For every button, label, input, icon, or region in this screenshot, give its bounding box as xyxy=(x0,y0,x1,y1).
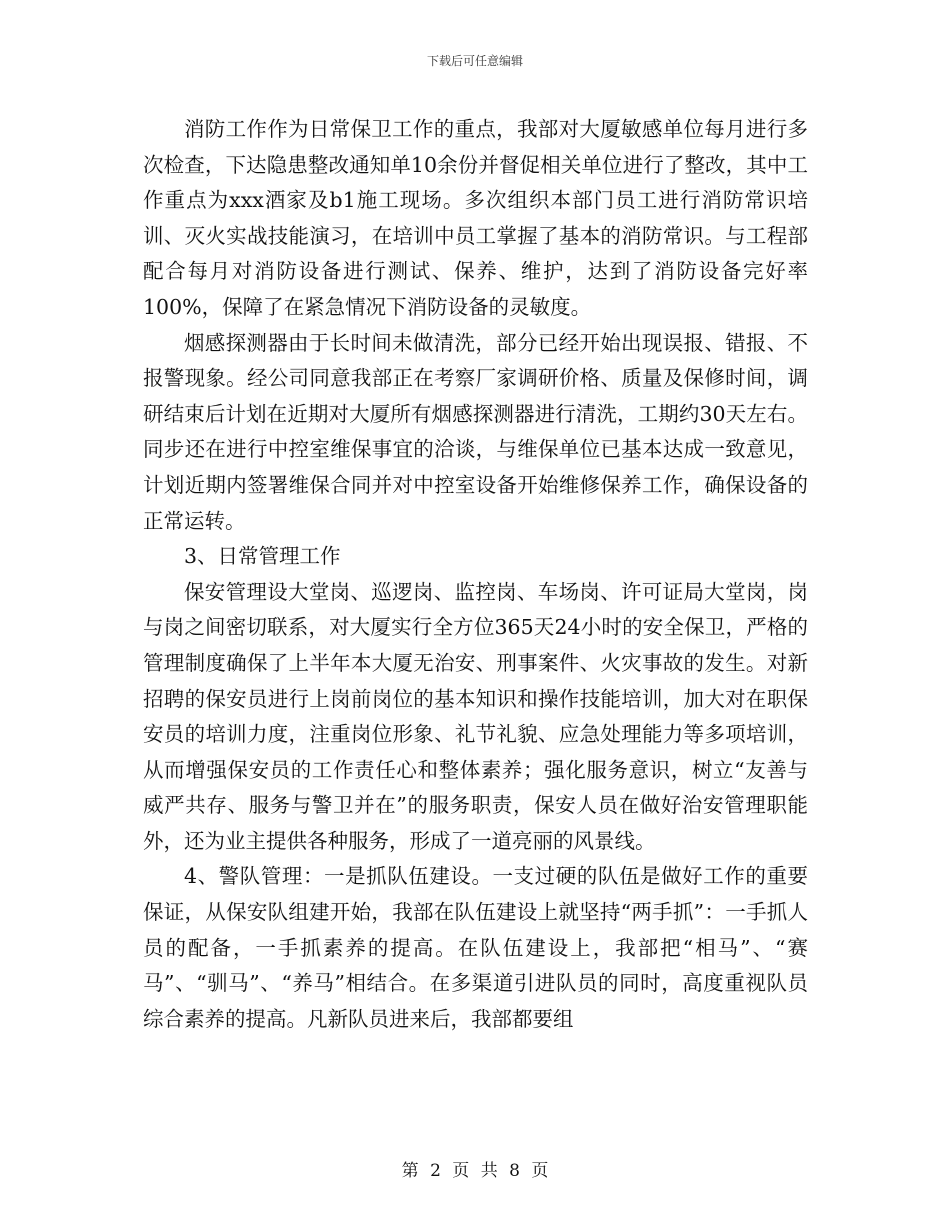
page-footer: 第 2 页 共 8 页 xyxy=(401,1161,549,1181)
paragraph-fire-safety: 消防工作作为日常保卫工作的重点，我部对大厦敏感单位每月进行多次检查，下达隐患整改通知单10余份并督促相关单位进行了整改，其中工作重点为xxx酒家及b1施工现场。多次组织本部门员工进行消防常识培训、灭火实战技能演习，在培训中员工掌握了基本的消防常识。与工程部配合每月对消防设备进行测试、保养、维护，达到了消防设备完好率100%，保障了在紧急情况下消防设备的灵敏度。 xyxy=(143,117,808,319)
body-text xyxy=(143,112,808,1037)
paragraph-team-management: 4、警队管理：一是抓队伍建设。一支过硬的队伍是做好工作的重要保证，从保安队组建开始，我部在队伍建设上就坚持“两手抓”：一手抓人员的配备，一手抓素养的提高。在队伍建设上，我部把“相马”、“赛马”、“驯马”、“养马”相结合。在多渠道引进队员的同时，高度重视队员综合素养的提高。凡新队员进来后，我部都要组 xyxy=(143,864,808,1031)
section-heading-daily-management: 3、日常管理工作 xyxy=(184,544,341,569)
paragraph-smoke-detectors: 烟感探测器由于长时间未做清洗，部分已经开始出现误报、错报、不报警现象。经公司同意我部正在考察厂家调研价格、质量及保修时间，调研结束后计划在近期对大厦所有烟感探测器进行清洗，工期约30天左右。同步还在进行中控室维保事宜的洽谈，与维保单位已基本达成一致意见，计划近期内签署维保合同并对中控室设备开始维修保养工作，确保设备的正常运转。 xyxy=(143,330,808,533)
paragraph-security-management: 保安管理设大堂岗、巡逻岗、监控岗、车场岗、许可证局大堂岗，岗与岗之间密切联系，对大厦实行全方位365天24小时的安全保卫，严格的管理制度确保了上半年本大厦无治安、刑事案件、火灾事故的发生。对新招聘的保安员进行上岗前岗位的基本知识和操作技能培训，加大对在职保安员的培训力度，注重岗位形象、礼节礼貌、应急处理能力等多项培训，从而增强保安员的工作责任心和整体素养；强化服务意识，树立“友善与威严共存、服务与警卫并在”的服务职责，保安人员在做好治安管理职能外，还为业主提供各种服务，形成了一道亮丽的风景线。 xyxy=(143,579,808,853)
header-note: 下载后可任意编辑 xyxy=(426,54,523,68)
